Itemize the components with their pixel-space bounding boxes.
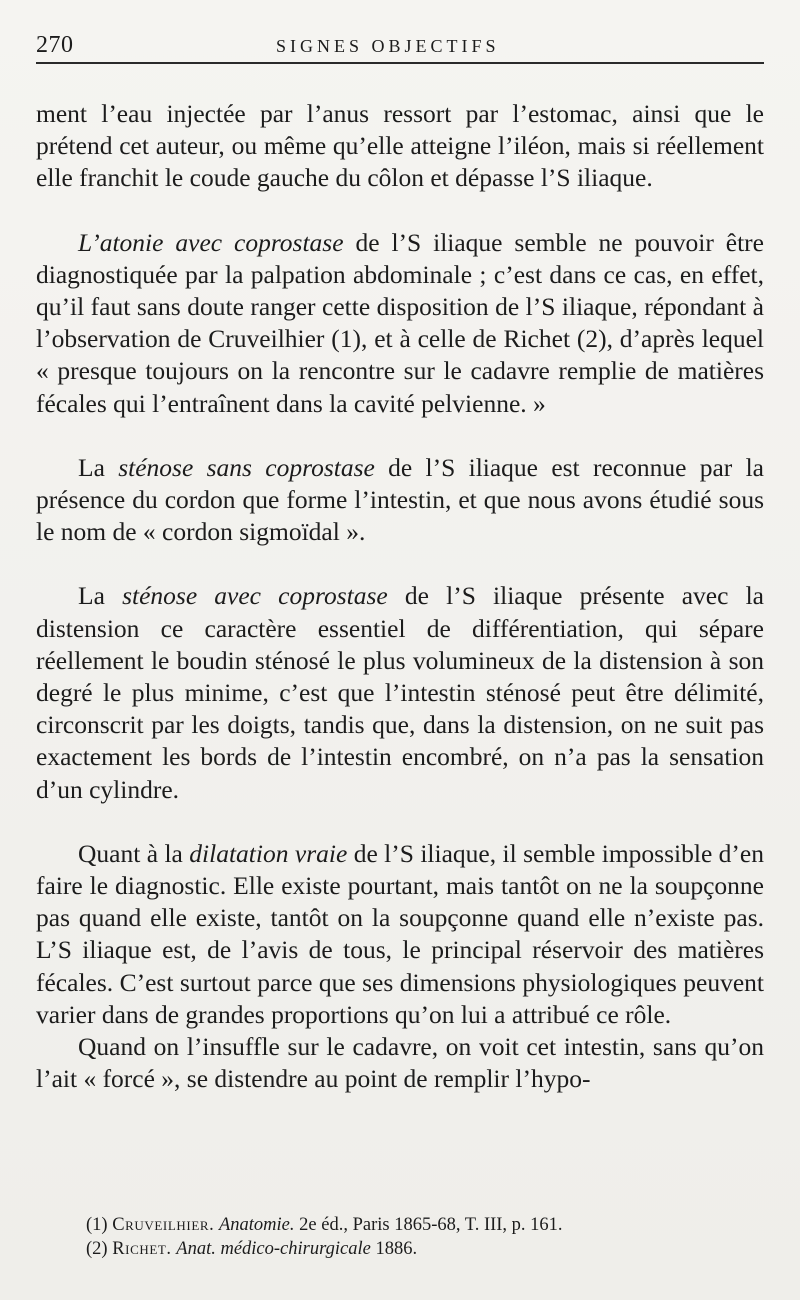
paragraph-3-pre: La — [78, 452, 119, 482]
paragraph-5 — [36, 838, 764, 1031]
paragraph-2 — [36, 227, 764, 420]
paragraph-4-text: de l’S iliaque présente avec la distension ce caractère essentiel de différentiation, qui sépare réellement le boudin sténosé le plus volumineux de la distension à son degré le plus minime, c’est que l’intestin sténosé peut être délimité, circonscrit par les doigts, tandis que, dans la distension, on ne suit pas exactement les bords de l’intestin encombré, on n’a pas la sensation d’un cylindre. — [36, 581, 764, 804]
footnote-2-marker: (2) — [86, 1239, 108, 1259]
paragraph-4-em: sténose avec coprostase — [122, 581, 388, 611]
paragraph-4-pre: La — [78, 581, 123, 611]
paragraph-1: ment l’eau injectée par l’anus ressort par l’estomac, ainsi que le prétend cet auteur, ou même qu’elle atteigne l’iléon, mais si réellement elle franchit le coude gauche du côlon et dépasse l’S iliaque. — [36, 99, 764, 193]
paragraph-2-lead: L’atonie avec coprostase — [78, 227, 344, 257]
paragraph-5-em: dilatation vraie — [189, 838, 348, 868]
body-text — [36, 98, 764, 1095]
paragraph-5-pre: Quant à la — [78, 838, 190, 868]
footnote-1 — [86, 1213, 764, 1237]
paragraph-5-text: de l’S iliaque, il semble impossible d’en faire le diagnostic. Elle existe pourtant, mais tantôt on ne la soupçonne pas quand elle existe, tantôt on la soupçonne quand elle n’existe pas. L’S iliaque est, de l’avis de tous, le principal réservoir des matières fécales. C’est surtout parce que ses dimensions physiologiques peuvent varier dans de grandes proportions qu’on lui a attribué ce rôle. — [36, 838, 764, 1029]
running-head: SIGNES OBJECTIFS — [276, 36, 500, 56]
paragraph-3 — [36, 452, 764, 549]
footnote-1-author: Cruveilhier. — [112, 1215, 215, 1235]
footnotes — [86, 1213, 764, 1261]
paragraph-6: Quand on l’insuffle sur le cadavre, on voit cet intestin, sans qu’on l’ait « forcé », se distendre au point de remplir l’hypo- — [36, 1032, 764, 1094]
paragraph-2-text: de l’S iliaque semble ne pouvoir être diagnostiquée par la palpation abdominale ; c’est dans ce cas, en effet, qu’il faut sans doute ranger cette disposition de l’S iliaque, répondant à l’observation de Cruveilhier (1), et à celle de Richet (2), d’après lequel « presque toujours on la rencontre sur le cadavre remplie de matières fécales qui l’entraînent dans la cavité pelvienne. » — [36, 227, 764, 418]
footnote-2-rest: 1886. — [370, 1239, 418, 1259]
paragraph-4 — [36, 580, 764, 805]
paragraph-3-em: sténose sans coprostase — [118, 452, 375, 482]
footnote-2-title: Anat. médico-chirurgicale — [176, 1239, 371, 1259]
page-number: 270 — [36, 32, 74, 58]
page-header — [36, 22, 764, 64]
footnote-2-author: Richet. — [112, 1239, 172, 1259]
footnote-1-rest: 2e éd., Paris 1865-68, T. III, p. 161. — [294, 1215, 563, 1235]
footnote-2 — [86, 1237, 764, 1261]
paragraph-3-text: de l’S iliaque est reconnue par la présence du cordon que forme l’intestin, et que nous avons étudié sous le nom de « cordon sigmoïdal ». — [36, 452, 765, 547]
footnote-1-title: Anatomie. — [218, 1215, 295, 1235]
footnote-1-marker: (1) — [86, 1215, 108, 1235]
header-rule — [36, 62, 764, 64]
